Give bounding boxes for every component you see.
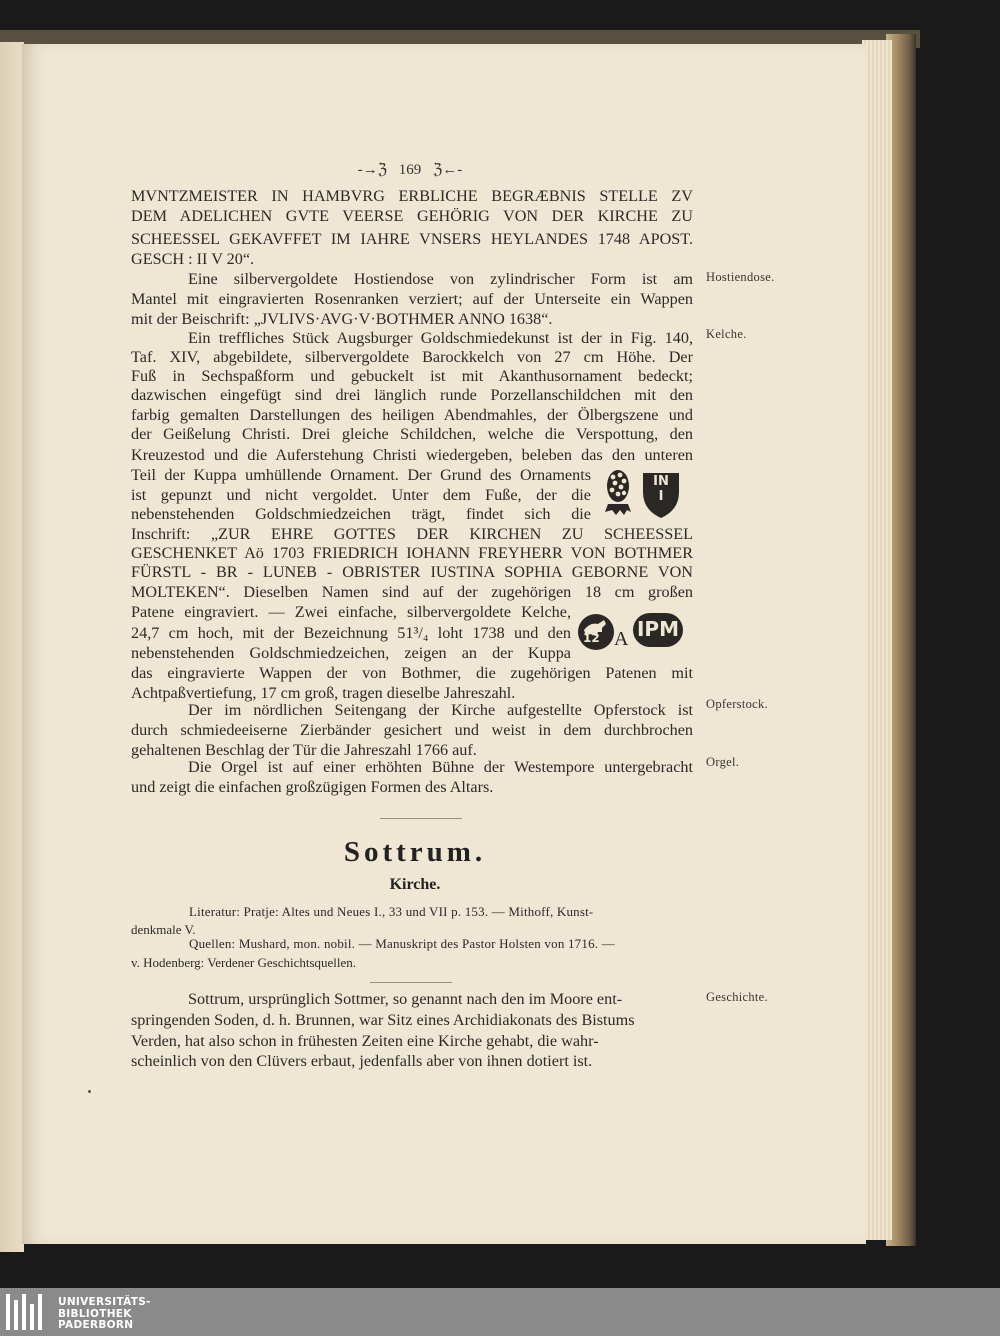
body-line-text: Achtpaßvertiefung, 17 cm groß, tragen dieselbe Jahreszahl.	[131, 684, 516, 702]
literature-line: denkmale V.	[131, 922, 196, 937]
margin-note: Opferstock.	[706, 697, 768, 711]
body-line-text: GESCHENKET Aö 1703 FRIEDRICH IOHANN FREYHERR VON BOTHMER	[131, 544, 693, 562]
hallmark-ipm-text: IPM	[636, 617, 679, 641]
body-line-text: Kreuzestod und die Auferstehung Christi wiedergeben, beleben das den unteren	[131, 446, 693, 464]
body-line	[131, 544, 693, 563]
body-line	[131, 348, 693, 367]
body-line	[131, 425, 693, 444]
margin-note: Hostiendose.	[706, 270, 775, 284]
body-line-text: farbig gemalten Darstellungen des heiligen Abendmahles, der Ölbergszene und	[131, 406, 693, 424]
body-line	[131, 486, 591, 505]
library-name-line: PADERBORN	[58, 1319, 134, 1331]
body-line-text: Inschrift: „ZUR EHRE GOTTES DER KIRCHEN ZU SCHEESSEL	[131, 525, 693, 543]
body-line-text: MVNTZMEISTER IN HAMBVRG ERBLICHE BEGRÆBNIS STELLE ZV	[131, 187, 693, 205]
body-line	[188, 329, 693, 348]
sources-line: v. Hodenberg: Verdener Geschichtsquellen.	[131, 955, 357, 970]
body-line-text: Fuß in Sechspaßform und gebuckelt ist mit Akanthusornament bedeckt;	[131, 367, 693, 385]
body-line-text: das eingravierte Wappen der von Bothmer, die zugehörigen Patenen mit	[131, 664, 693, 682]
section-subtitle: Kirche.	[389, 876, 441, 893]
body-line-text: DEM ADELICHEN GVTE VEERSE GEHÖRIG VON DER KIRCHE ZU	[131, 207, 693, 225]
body-line	[131, 386, 693, 405]
closing-text: scheinlich von den Clüvers erbaut, jedenfalls aber von ihnen dotiert ist.	[131, 1052, 593, 1070]
section-title: Sottrum.	[343, 836, 487, 868]
body-line-text: FÜRSTL - BR - LUNEB - OBRISTER IUSTINA SOPHIA GEBORNE VON	[131, 563, 693, 581]
body-line-text: Ein treffliches Stück Augsburger Goldschmiedekunst ist der in Fig. 140,	[188, 329, 693, 347]
body-line-text: durch schmiedeeiserne Zierbänder gesichert und weist in dem durchbrochen	[131, 721, 693, 739]
margin-note: Orgel.	[706, 755, 740, 769]
body-line	[188, 758, 693, 777]
body-line-text: nebenstehenden Goldschmiedzeichen, zeigen an der Kuppa	[131, 644, 571, 662]
ink-speck	[88, 1090, 91, 1093]
hallmark-pinecone-icon	[600, 466, 636, 522]
body-line	[131, 583, 693, 602]
library-footer	[0, 1288, 1000, 1336]
margin-note: Kelche.	[706, 327, 747, 341]
closing-line	[131, 990, 693, 1009]
body-line-text: Die Orgel ist auf einer erhöhten Bühne der Westempore untergebracht	[188, 758, 693, 776]
closing-text: springenden Soden, d. h. Brunnen, war Sitz eines Archidiakonats des Bistums	[131, 1011, 635, 1029]
body-line	[188, 270, 693, 289]
body-line-text: Taf. XIV, abgebildete, silbervergoldete Barockkelch von 27 cm Höhe. Der	[131, 348, 693, 366]
body-line	[131, 446, 693, 465]
body-line-text: Der im nördlichen Seitengang der Kirche aufgestellte Opferstock ist	[188, 701, 693, 719]
page-edges	[862, 40, 892, 1240]
body-line-text: Eine silbervergoldete Hostiendose von zylindrischer Form ist am	[188, 270, 693, 288]
sources-line: Quellen: Mushard, mon. nobil. — Manuskript des Pastor Holsten von 1716. —	[189, 936, 615, 951]
hallmark-number: 12	[583, 631, 600, 645]
header-ornament-right: ℨ←-	[433, 162, 463, 178]
body-line	[131, 290, 693, 309]
hallmark-letter: A	[614, 628, 629, 650]
closing-line	[131, 1052, 693, 1071]
library-name	[58, 1297, 151, 1332]
body-line	[131, 624, 571, 643]
body-line-text: ist gepunzt und nicht vergoldet. Unter dem Fuße, der die	[131, 486, 591, 504]
body-line-text: mit der Beischrift: „JVLIVS·AVG·V·BOTHMER ANNO 1638“.	[131, 310, 553, 328]
left-page-edge	[0, 42, 24, 1252]
body-line	[131, 525, 693, 544]
closing-text: Verden, hat also schon in frühesten Zeiten eine Kirche gehabt, die wahr-	[131, 1032, 599, 1050]
body-line	[131, 250, 693, 269]
literature-line: Literatur: Pratje: Altes und Neues I., 33 und VII p. 153. — Mithoff, Kunst-	[189, 904, 594, 919]
header-ornament-left: -→ℨ	[357, 162, 387, 178]
closing-line	[131, 1032, 693, 1051]
page-header	[340, 160, 480, 179]
body-line	[131, 406, 693, 425]
body-line	[131, 603, 571, 622]
body-line-text: Mantel mit eingravierten Rosenranken verziert; auf der Unterseite ein Wappen	[131, 290, 693, 308]
divider-rule	[370, 982, 452, 983]
body-line-text: der Geißelung Christi. Drei gleiche Schildchen, welche die Verspottung, den	[131, 425, 693, 443]
body-line	[131, 230, 693, 249]
body-line-text: nebenstehenden Goldschmiedzeichen trägt, findet sich die	[131, 505, 591, 523]
divider-rule	[380, 818, 462, 819]
body-line-text: GESCH : II V 20“.	[131, 250, 255, 268]
page-number: 169	[398, 162, 422, 178]
body-line	[131, 187, 693, 206]
body-line	[131, 207, 693, 226]
body-line-text: gehaltenen Beschlag der Tür die Jahreszahl 1766 auf.	[131, 741, 477, 759]
body-line-text: Teil der Kuppa umhüllende Ornament. Der Grund des Ornaments	[131, 466, 591, 484]
body-line	[188, 701, 693, 720]
body-line	[131, 563, 693, 582]
body-line	[131, 721, 693, 740]
body-line	[131, 664, 693, 683]
body-line-text: dazwischen eingefügt sind drei länglich runde Porzellanschildchen mit den	[131, 386, 693, 404]
body-line-text: SCHEESSEL GEKAVFFET IM IAHRE VNSERS HEYLANDES 1748 APOST.	[131, 230, 693, 248]
body-line-text: MOLTEKEN“. Dieselben Namen sind auf der zugehörigen 18 cm großen	[131, 583, 693, 601]
body-line-text: und zeigt die einfachen großzügigen Formen des Altars.	[131, 778, 494, 796]
body-line	[131, 505, 591, 524]
body-line-text: Patene eingraviert. — Zwei einfache, silbervergoldete Kelche,	[131, 603, 571, 621]
hallmark-shield-text: IN I	[653, 474, 669, 504]
closing-line	[131, 1011, 693, 1030]
closing-text: Sottrum, ursprünglich Sottmer, so genannt nach den im Moore ent-	[188, 990, 623, 1008]
body-line	[131, 466, 591, 485]
body-line-text: 24,7 cm hoch, mit der Bezeichnung 51³/₄ loht 1738 und den	[131, 624, 571, 642]
library-name-line: UNIVERSITÄTS-	[58, 1296, 151, 1308]
library-logo-icon	[6, 1294, 46, 1330]
body-line	[131, 644, 571, 663]
margin-note: Geschichte.	[706, 990, 768, 1004]
body-line	[131, 310, 693, 329]
library-name-line: BIBLIOTHEK	[58, 1307, 132, 1320]
body-line	[131, 367, 693, 386]
body-line	[131, 778, 693, 797]
